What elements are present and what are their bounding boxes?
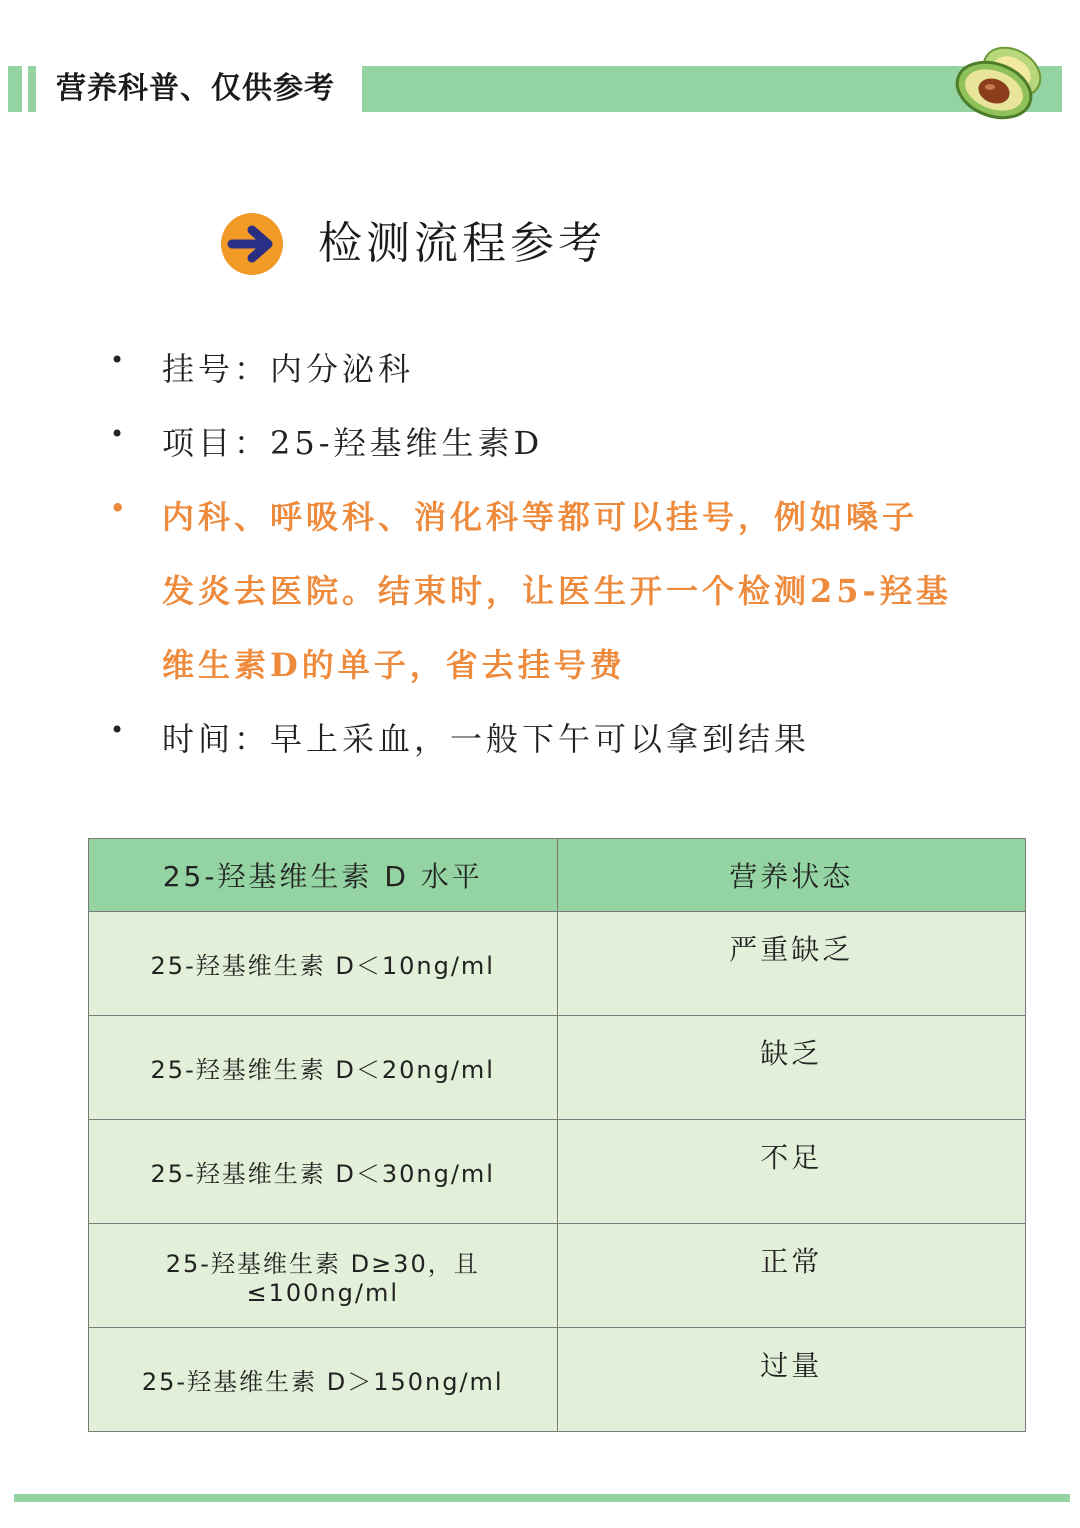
status-cell: 过量: [557, 1328, 1026, 1432]
vitamin-d-levels-table: [88, 838, 1026, 1432]
avocado-icon: [950, 38, 1050, 122]
bullet-test-item: 项目：25-羟基维生素D: [162, 424, 544, 462]
bullet-registration: 挂号：内分泌科: [162, 350, 415, 388]
header-accent-bar-2: [28, 66, 36, 112]
footer-bar: [14, 1494, 1070, 1502]
table-row: [89, 1120, 1026, 1224]
level-cell: 25-羟基维生素 D≥30，且≤100ng/ml: [89, 1224, 558, 1328]
table-row: [89, 1328, 1026, 1432]
level-cell: 25-羟基维生素 D＜10ng/ml: [89, 912, 558, 1016]
section-title: 检测流程参考: [318, 218, 606, 269]
column-header-status: 营养状态: [557, 839, 1026, 912]
header-title: 营养科普、仅供参考: [56, 71, 335, 106]
bullet-dot: •: [110, 346, 125, 374]
bullet-dot: •: [110, 494, 126, 522]
arrow-right-circle-icon: [220, 212, 284, 276]
header-accent-bar: [8, 66, 22, 112]
column-header-level: 25-羟基维生素 D 水平: [89, 839, 558, 912]
status-cell: 正常: [557, 1224, 1026, 1328]
status-cell: 严重缺乏: [557, 912, 1026, 1016]
bullet-tip-line-1: 内科、呼吸科、消化科等都可以挂号，例如嗓子: [162, 498, 919, 536]
status-cell: 不足: [557, 1120, 1026, 1224]
bullet-tip-line-3: 维生素D的单子，省去挂号费: [162, 646, 626, 684]
bullet-time: 时间：早上采血，一般下午可以拿到结果: [162, 720, 811, 758]
table-header-row: [89, 839, 1026, 912]
level-cell: 25-羟基维生素 D＞150ng/ml: [89, 1328, 558, 1432]
level-cell: 25-羟基维生素 D＜20ng/ml: [89, 1016, 558, 1120]
status-cell: 缺乏: [557, 1016, 1026, 1120]
bullet-dot: •: [110, 420, 125, 448]
table-row: [89, 1224, 1026, 1328]
table-row: [89, 912, 1026, 1016]
level-cell: 25-羟基维生素 D＜30ng/ml: [89, 1120, 558, 1224]
table-row: [89, 1016, 1026, 1120]
bullet-tip-line-2: 发炎去医院。结束时，让医生开一个检测25-羟基: [162, 572, 952, 610]
bullet-dot: •: [110, 716, 125, 744]
